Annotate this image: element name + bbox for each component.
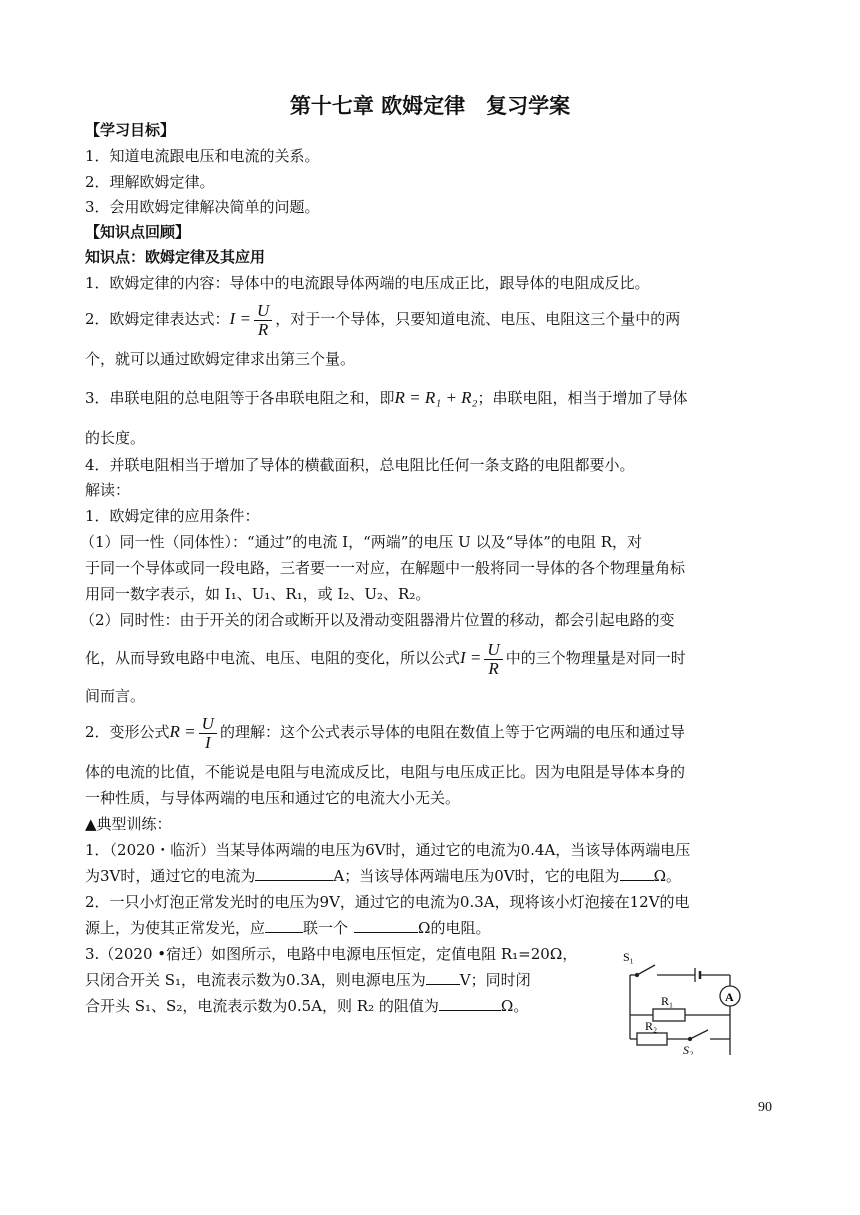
ammeter-label: A bbox=[725, 990, 734, 1004]
review-p2: 2．欧姆定律表达式：I = $\frac{U}{R}$ ，对于一个导体，只要知道电流、电压、电阻这三个量中的两 bbox=[85, 300, 681, 339]
page-title: 第十七章 欧姆定律 复习学案 bbox=[289, 94, 571, 118]
question-3-line: 只闭合开关 S₁，电流表示数为0.3A，则电源电压为 V；同时闭 bbox=[85, 971, 531, 989]
switch-s2-lever bbox=[690, 1030, 708, 1039]
answer-blank[interactable] bbox=[255, 866, 333, 881]
question-1-line: 1．（2020・临沂）当某导体两端的电压为6V时，通过它的电流为0.4A，当该导体两端电压 bbox=[85, 841, 691, 859]
question-3-line: 3.（2020 •宿迁）如图所示，电路中电源电压恒定，定值电阻 R₁=20Ω， bbox=[85, 945, 578, 963]
condition-1-line: 于同一个导体或同一段电路，三者要一一对应，在解题中一般将同一导体的各个物理量角标 bbox=[85, 559, 686, 577]
reading-item-1: 1．欧姆定律的应用条件： bbox=[85, 507, 260, 525]
reading-heading: 解读： bbox=[85, 481, 131, 499]
review-p3-line2: 的长度。 bbox=[85, 429, 146, 447]
reading-item-2: 2．变形公式R = $\frac{U}{I}$ 的理解：这个公式表示导体的电阻在数值上等于它两端的电压和通过导 bbox=[85, 713, 685, 752]
goal-item: 3．会用欧姆定律解决简单的问题。 bbox=[85, 198, 320, 216]
resistor-r2-label: R₂ bbox=[645, 1019, 658, 1033]
series-formula: R = R₁ + R₂ bbox=[394, 388, 478, 407]
question-1-line: 为3V时，通过它的电流为 A；当该导体两端电压为0V时，它的电阻为 Ω。 bbox=[85, 867, 682, 885]
review-p1: 1．欧姆定律的内容：导体中的电流跟导体两端的电压成正比，跟导体的电阻成反比。 bbox=[85, 274, 650, 292]
answer-blank[interactable] bbox=[620, 866, 654, 881]
review-heading: 【知识点回顾】 bbox=[85, 223, 191, 241]
review-p3: 3．串联电阻的总电阻等于各串联电阻之和，即R = R₁ + R₂；串联电阻，相当于增加了导体 bbox=[85, 388, 688, 407]
goal-item: 2．理解欧姆定律。 bbox=[85, 173, 215, 191]
resistor-r2 bbox=[637, 1033, 667, 1045]
resistor-r1-label: R₁ bbox=[661, 994, 674, 1008]
review-subheading: 知识点：欧姆定律及其应用 bbox=[85, 248, 266, 266]
resistance-fraction: $\frac{U}{I}$ bbox=[199, 715, 217, 752]
review-p2-line2: 个，就可以通过欧姆定律求出第三个量。 bbox=[85, 350, 356, 368]
reading-item-2-line: 一种性质，与导体两端的电压和通过它的电流大小无关。 bbox=[85, 789, 461, 807]
goal-item: 1．知道电流跟电压和电流的关系。 bbox=[85, 147, 320, 165]
answer-blank[interactable] bbox=[439, 996, 501, 1011]
ohm-formula-lhs: I = bbox=[229, 309, 251, 328]
answer-blank[interactable] bbox=[426, 970, 460, 985]
review-p4: 4．并联电阻相当于增加了导体的横截面积，总电阻比任何一条支路的电阻都要小。 bbox=[85, 456, 635, 474]
condition-2-line: （2）同时性：由于开关的闭合或断开以及滑动变阻器滑片位置的移动，都会引起电路的变 bbox=[80, 611, 675, 629]
switch-s1-label: S₁ bbox=[623, 950, 634, 964]
training-heading: ▲典型训练： bbox=[85, 815, 172, 833]
resistance-formula-lhs: R = bbox=[169, 722, 196, 741]
resistor-r1 bbox=[653, 1009, 685, 1021]
question-2-line: 2．一只小灯泡正常发光时的电压为9V，通过它的电流为0.3A，现将该小灯泡接在12V的电 bbox=[85, 893, 690, 911]
reading-item-2-line: 体的电流的比值，不能说是电阻与电流成反比，电阻与电压成正比。因为电阻是导体本身的 bbox=[85, 763, 686, 781]
condition-1-line: （1）同一性（同体性）：“通过”的电流 I，“两端”的电压 U 以及“导体”的电阻 R，对 bbox=[80, 533, 642, 551]
condition-2-line: 间而言。 bbox=[85, 687, 146, 705]
goals-heading: 【学习目标】 bbox=[85, 121, 176, 139]
circuit-diagram bbox=[595, 935, 765, 1055]
answer-blank[interactable] bbox=[354, 918, 418, 933]
page-number: 90 bbox=[758, 1100, 772, 1115]
question-3-line: 合开头 S₁、S₂，电流表示数为0.5A，则 R₂ 的阻值为 Ω。 bbox=[85, 997, 529, 1015]
condition-2-line: 化，从而导致电路中电流、电压、电阻的变化，所以公式I = $\frac{U}{R}$ 中的三个物理量是对同一时 bbox=[85, 639, 686, 678]
condition-1-line: 用同一数字表示，如 I₁、U₁、R₁，或 I₂、U₂、R₂。 bbox=[85, 585, 431, 603]
switch-s2-label: S₂ bbox=[683, 1043, 694, 1055]
ohm-fraction: $\frac{U}{R}$ bbox=[484, 641, 502, 678]
switch-s1-lever bbox=[637, 965, 655, 975]
ohm-fraction: $\frac{U}{R}$ bbox=[254, 302, 272, 339]
question-2-line: 源上，为使其正常发光，应 联一个 Ω的电阻。 bbox=[85, 919, 491, 937]
answer-blank[interactable] bbox=[265, 918, 303, 933]
